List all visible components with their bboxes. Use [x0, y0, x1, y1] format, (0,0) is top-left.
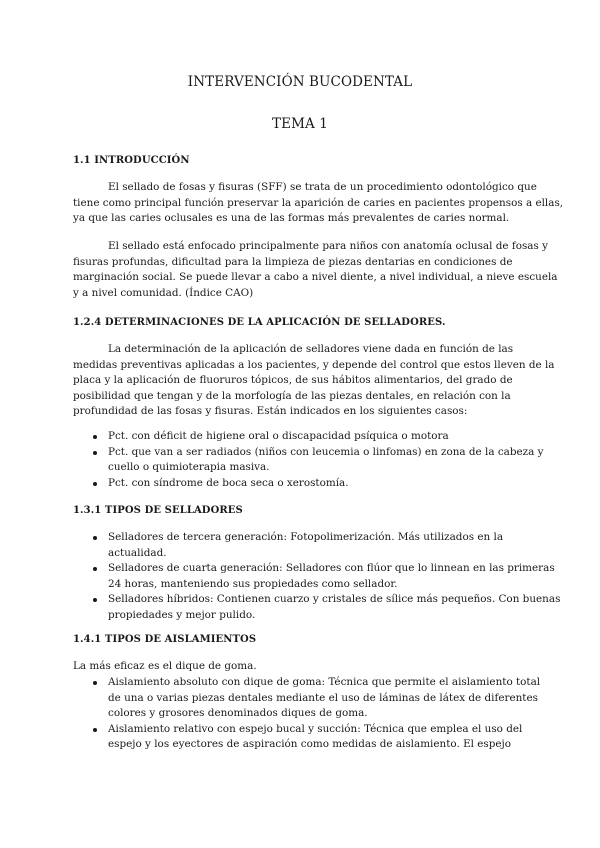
list-item [73, 530, 533, 561]
list-item-line: Pct. con déficit de higiene oral o discapacidad psíquica o motora [108, 430, 449, 442]
bullet-icon [93, 728, 97, 732]
paragraph-line: marginación social. Se puede llevar a cabo a nivel diente, a nivel individual, a nieve escuela [73, 271, 558, 283]
bullet-icon [93, 482, 97, 486]
paragraph-line: La determinación de la aplicación de selladores viene dada en función de las [108, 343, 514, 355]
paragraph-line: fisuras profundas, dificultad para la limpieza de piezas dentarias en condiciones de [73, 255, 513, 268]
paragraph-line: ya que las caries oclusales es una de las formas más prevalentes de caries normal. [73, 212, 510, 224]
paragraph-line: El sellado está enfocado principalmente para niños con anatomía oclusal de fosas y [108, 240, 548, 252]
list-item [73, 722, 533, 753]
paragraph-line: posibilidad que tengan y de la morfología de las piezas dentales, en relación con la [73, 389, 511, 402]
paragraph-line: tiene como principal función preservar la aparición de caries en pacientes propensos a ellas, [73, 196, 564, 209]
list-item-line: Selladores de tercera generación: Fotopolimerización. Más utilizados en la [108, 531, 504, 543]
bullet-icon [93, 435, 97, 439]
list-item-line: actualidad. [108, 546, 167, 559]
list-item-line: propiedades y mejor pulido. [108, 608, 256, 621]
list-item-line: Pct. que van a ser radiados (niños con leucemia o linfomas) en zona de la cabeza y [108, 445, 544, 458]
topic-title: TEMA 1 [272, 116, 328, 132]
bullet-icon [93, 598, 97, 602]
list-item [73, 476, 533, 492]
paragraph-line: La más eficaz es el dique de goma. [73, 660, 257, 672]
bullet-icon [93, 536, 97, 540]
indications-list [73, 429, 544, 491]
list-item-line: Aislamiento absoluto con dique de goma: Técnica que permite el aislamiento total [108, 676, 541, 688]
list-item-line: Selladores híbridos: Contienen cuarzo y cristales de sílice más pequeños. Con buenas [108, 593, 561, 605]
paragraph-determinaciones [73, 342, 555, 420]
list-item [73, 675, 541, 722]
section-heading-determinaciones: 1.2.4 DETERMINACIONES DE LA APLICACIÓN DE SELLADORES. [73, 317, 446, 328]
isolation-types-list [73, 675, 541, 753]
list-item [73, 429, 533, 445]
paragraph-line: placa y la aplicación de fluoruros tópicos, de sus hábitos alimentarios, del grado de [73, 374, 513, 386]
paragraph-intro-1 [73, 180, 564, 227]
paragraph-aislamientos-intro [73, 659, 531, 675]
list-item-line: de una o varias piezas dentales mediante el uso de láminas de látex de diferentes [108, 691, 538, 704]
list-item-line: cuello o quimioterapia masiva. [108, 461, 270, 473]
bullet-icon [93, 681, 97, 685]
list-item-line: espejo y los eyectores de aspiración como medidas de aislamiento. El espejo [108, 738, 512, 750]
bullet-icon [93, 567, 97, 571]
paragraph-intro-2 [73, 239, 558, 301]
list-item-line: Aislamiento relativo con espejo bucal y succión: Técnica que emplea el uso del [108, 722, 523, 735]
section-heading-tipos-aislamientos: 1.4.1 TIPOS DE AISLAMIENTOS [73, 634, 257, 645]
bullet-icon [93, 451, 97, 455]
list-item-line: 24 horas, manteniendo sus propiedades como sellador. [108, 577, 398, 590]
paragraph-line: y a nivel comunidad. (Índice CAO) [73, 286, 254, 299]
section-heading-tipos-selladores: 1.3.1 TIPOS DE SELLADORES [73, 505, 243, 516]
section-heading-introduccion: 1.1 INTRODUCCIÓN [73, 155, 190, 166]
list-item [73, 561, 555, 592]
paragraph-line: medidas preventivas aplicadas a los pacientes, y depende del control que estos lleven de la [73, 358, 555, 371]
paragraph-line: profundidad de las fosas y fisuras. Están indicados en los siguientes casos: [73, 405, 468, 417]
list-item [73, 592, 561, 623]
list-item-line: colores y grosores denominados diques de goma. [108, 707, 368, 719]
list-item-line: Selladores de cuarta generación: Selladores con flúor que lo linnean en las primeras [108, 562, 555, 574]
list-item [73, 445, 544, 476]
document-title: INTERVENCIÓN BUCODENTAL [187, 74, 413, 90]
paragraph-line: El sellado de fosas y fisuras (SFF) se trata de un procedimiento odontológico que [108, 181, 537, 193]
sealant-types-list [73, 530, 561, 623]
list-item-line: Pct. con síndrome de boca seca o xerostomía. [108, 476, 349, 489]
